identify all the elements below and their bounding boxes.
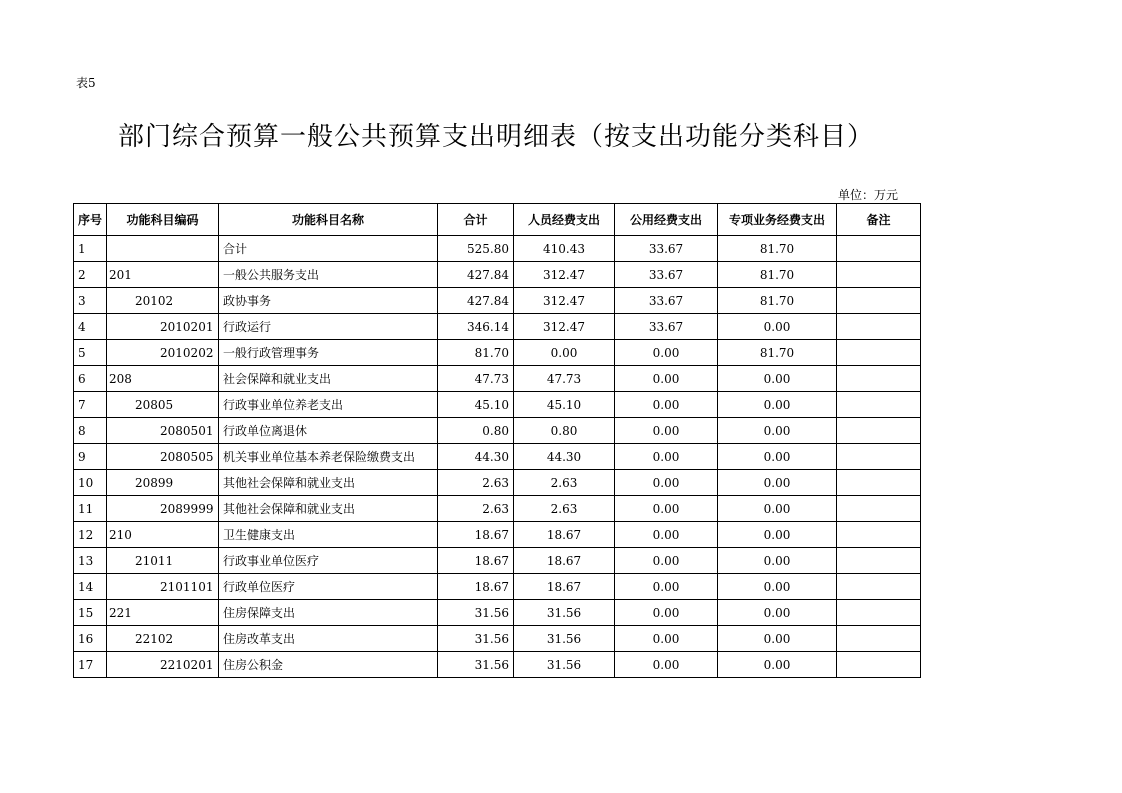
cell-public: 0.00 [615,652,718,678]
cell-name: 其他社会保障和就业支出 [219,470,438,496]
cell-name: 行政单位离退休 [219,418,438,444]
cell-personnel: 0.80 [514,418,615,444]
cell-project: 0.00 [718,626,837,652]
cell-total: 2.63 [438,496,514,522]
cell-name: 其他社会保障和就业支出 [219,496,438,522]
table-row [74,470,921,496]
cell-public: 0.00 [615,392,718,418]
cell-project: 0.00 [718,444,837,470]
page-title: 部门综合预算一般公共预算支出明细表（按支出功能分类科目） [118,122,875,152]
cell-remarks [837,366,921,392]
cell-total: 427.84 [438,288,514,314]
cell-seq: 3 [74,288,107,314]
cell-code: 2210201 [107,652,219,678]
budget-table [73,203,921,678]
cell-name: 住房改革支出 [219,626,438,652]
cell-name: 行政事业单位医疗 [219,548,438,574]
unit-label: 单位：万元 [838,188,899,202]
cell-project: 0.00 [718,314,837,340]
header-seq: 序号 [74,204,107,236]
cell-personnel: 410.43 [514,236,615,262]
cell-project: 0.00 [718,470,837,496]
cell-code: 2089999 [107,496,219,522]
cell-name: 政协事务 [219,288,438,314]
cell-code [107,236,219,262]
cell-seq: 1 [74,236,107,262]
table-row [74,340,921,366]
header-public: 公用经费支出 [615,204,718,236]
cell-project: 81.70 [718,288,837,314]
cell-personnel: 312.47 [514,262,615,288]
cell-public: 0.00 [615,470,718,496]
cell-project: 0.00 [718,418,837,444]
cell-public: 33.67 [615,262,718,288]
cell-remarks [837,418,921,444]
cell-public: 0.00 [615,366,718,392]
cell-seq: 4 [74,314,107,340]
cell-personnel: 0.00 [514,340,615,366]
cell-seq: 12 [74,522,107,548]
cell-personnel: 312.47 [514,314,615,340]
cell-personnel: 45.10 [514,392,615,418]
cell-remarks [837,262,921,288]
cell-remarks [837,548,921,574]
cell-name: 一般行政管理事务 [219,340,438,366]
table-row [74,600,921,626]
cell-total: 31.56 [438,600,514,626]
cell-project: 0.00 [718,522,837,548]
cell-name: 住房公积金 [219,652,438,678]
cell-public: 0.00 [615,522,718,548]
table-header-row [74,204,921,236]
table-row [74,626,921,652]
cell-remarks [837,288,921,314]
table-row [74,652,921,678]
table-row [74,522,921,548]
cell-remarks [837,574,921,600]
header-project: 专项业务经费支出 [718,204,837,236]
cell-seq: 10 [74,470,107,496]
cell-seq: 11 [74,496,107,522]
cell-personnel: 47.73 [514,366,615,392]
cell-public: 0.00 [615,340,718,366]
cell-code: 21011 [107,548,219,574]
cell-public: 0.00 [615,496,718,522]
cell-seq: 14 [74,574,107,600]
cell-name: 卫生健康支出 [219,522,438,548]
cell-code: 221 [107,600,219,626]
cell-name: 一般公共服务支出 [219,262,438,288]
header-total: 合计 [438,204,514,236]
cell-public: 0.00 [615,600,718,626]
cell-seq: 9 [74,444,107,470]
table-row [74,444,921,470]
cell-code: 22102 [107,626,219,652]
cell-seq: 7 [74,392,107,418]
table-row [74,496,921,522]
cell-total: 44.30 [438,444,514,470]
table-row [74,418,921,444]
cell-name: 行政单位医疗 [219,574,438,600]
cell-seq: 17 [74,652,107,678]
cell-project: 0.00 [718,600,837,626]
header-code: 功能科目编码 [107,204,219,236]
table-row [74,548,921,574]
cell-name: 行政运行 [219,314,438,340]
cell-total: 525.80 [438,236,514,262]
cell-public: 0.00 [615,626,718,652]
cell-code: 20805 [107,392,219,418]
cell-total: 18.67 [438,522,514,548]
cell-code: 210 [107,522,219,548]
table-row [74,392,921,418]
table-row [74,366,921,392]
table-row [74,314,921,340]
header-remarks: 备注 [837,204,921,236]
cell-public: 0.00 [615,574,718,600]
cell-seq: 16 [74,626,107,652]
cell-total: 47.73 [438,366,514,392]
cell-personnel: 31.56 [514,626,615,652]
cell-name: 合计 [219,236,438,262]
cell-remarks [837,314,921,340]
cell-seq: 15 [74,600,107,626]
cell-personnel: 31.56 [514,600,615,626]
cell-seq: 13 [74,548,107,574]
cell-project: 81.70 [718,262,837,288]
cell-total: 18.67 [438,574,514,600]
cell-personnel: 312.47 [514,288,615,314]
cell-code: 2080505 [107,444,219,470]
cell-public: 33.67 [615,288,718,314]
cell-personnel: 18.67 [514,522,615,548]
cell-remarks [837,522,921,548]
cell-project: 0.00 [718,574,837,600]
cell-remarks [837,652,921,678]
cell-public: 0.00 [615,548,718,574]
cell-project: 0.00 [718,392,837,418]
cell-seq: 6 [74,366,107,392]
cell-total: 427.84 [438,262,514,288]
cell-project: 0.00 [718,366,837,392]
cell-total: 31.56 [438,652,514,678]
cell-code: 2010202 [107,340,219,366]
cell-total: 31.56 [438,626,514,652]
cell-remarks [837,600,921,626]
cell-public: 0.00 [615,444,718,470]
cell-project: 81.70 [718,340,837,366]
cell-code: 2010201 [107,314,219,340]
cell-project: 0.00 [718,548,837,574]
cell-personnel: 2.63 [514,496,615,522]
cell-total: 346.14 [438,314,514,340]
cell-public: 33.67 [615,314,718,340]
cell-total: 18.67 [438,548,514,574]
table-label: 表5 [76,76,96,90]
cell-remarks [837,626,921,652]
table-row [74,236,921,262]
cell-personnel: 18.67 [514,574,615,600]
table-row [74,288,921,314]
cell-remarks [837,392,921,418]
cell-project: 81.70 [718,236,837,262]
table-row [74,262,921,288]
cell-code: 2080501 [107,418,219,444]
cell-total: 2.63 [438,470,514,496]
cell-remarks [837,340,921,366]
cell-personnel: 2.63 [514,470,615,496]
cell-code: 20899 [107,470,219,496]
cell-name: 住房保障支出 [219,600,438,626]
cell-name: 机关事业单位基本养老保险缴费支出 [219,444,438,470]
cell-remarks [837,470,921,496]
cell-total: 0.80 [438,418,514,444]
cell-project: 0.00 [718,496,837,522]
cell-name: 行政事业单位养老支出 [219,392,438,418]
cell-seq: 5 [74,340,107,366]
cell-remarks [837,236,921,262]
cell-code: 20102 [107,288,219,314]
cell-remarks [837,496,921,522]
cell-personnel: 31.56 [514,652,615,678]
cell-personnel: 44.30 [514,444,615,470]
cell-project: 0.00 [718,652,837,678]
cell-code: 208 [107,366,219,392]
table-row [74,574,921,600]
cell-public: 33.67 [615,236,718,262]
header-personnel: 人员经费支出 [514,204,615,236]
cell-personnel: 18.67 [514,548,615,574]
header-name: 功能科目名称 [219,204,438,236]
cell-public: 0.00 [615,418,718,444]
cell-total: 81.70 [438,340,514,366]
cell-total: 45.10 [438,392,514,418]
cell-code: 2101101 [107,574,219,600]
cell-remarks [837,444,921,470]
cell-seq: 8 [74,418,107,444]
cell-seq: 2 [74,262,107,288]
cell-code: 201 [107,262,219,288]
cell-name: 社会保障和就业支出 [219,366,438,392]
